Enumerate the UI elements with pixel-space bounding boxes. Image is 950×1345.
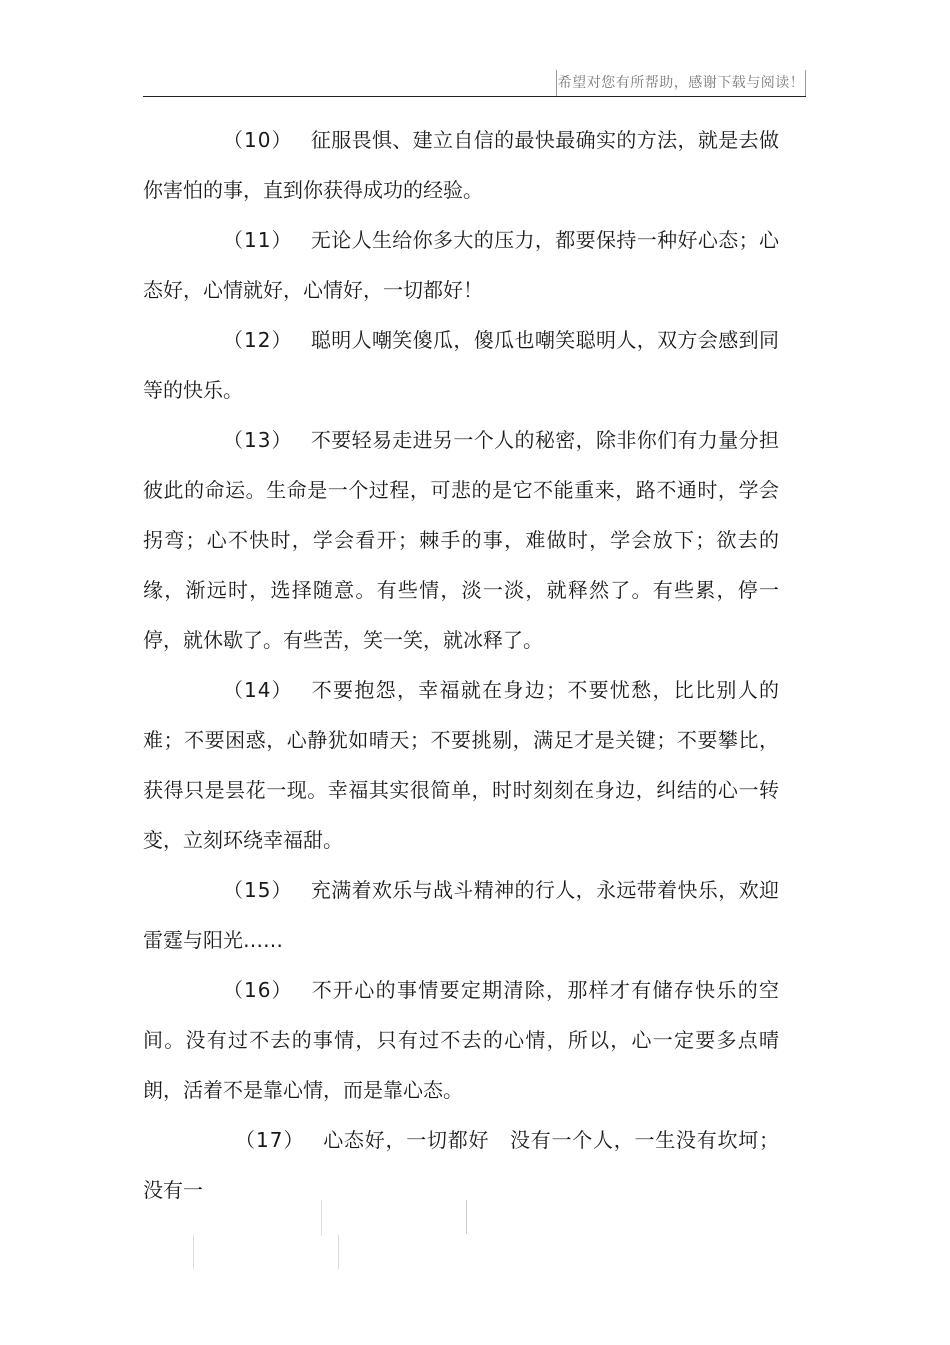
header-slogan: 希望对您有所帮助，感谢下载与阅读！	[557, 75, 805, 91]
scan-artifact-line	[321, 1200, 322, 1236]
scan-artifact-line	[193, 1235, 194, 1269]
paragraph-10	[143, 115, 779, 215]
paragraph-16	[143, 965, 779, 1115]
paragraph-number: （13）	[223, 428, 293, 452]
paragraph-number: （11）	[223, 228, 293, 252]
paragraph-text: 聪明人嘲笑傻瓜，傻瓜也嘲笑聪明人，双方会感到同等的快乐。	[143, 328, 779, 402]
paragraph-14	[143, 665, 779, 865]
paragraph-11	[143, 215, 779, 315]
paragraph-number: （10）	[223, 128, 293, 152]
paragraph-text: 心态好，一切都好 没有一个人，一生没有坎坷；没有一	[143, 1128, 779, 1202]
paragraph-number: （17）	[235, 1128, 305, 1152]
paragraph-12	[143, 315, 779, 415]
header-slogan-box	[556, 70, 806, 96]
header-rule	[143, 96, 806, 97]
paragraph-number: （16）	[223, 978, 293, 1002]
paragraph-17	[143, 1115, 779, 1215]
paragraph-text: 不开心的事情要定期清除，那样才有储存快乐的空间。没有过不去的事情，只有过不去的心情，所以，心一定要多点晴朗，活着不是靠心情，而是靠心态。	[143, 978, 779, 1102]
paragraph-text: 充满着欢乐与战斗精神的行人，永远带着快乐，欢迎雷霆与阳光……	[143, 878, 779, 952]
paragraph-text: 无论人生给你多大的压力，都要保持一种好心态；心态好，心情就好，心情好，一切都好！	[143, 228, 779, 302]
document-body	[143, 115, 779, 1215]
paragraph-number: （14）	[223, 678, 293, 702]
paragraph-text: 不要抱怨，幸福就在身边；不要忧愁，比比别人的难；不要困惑，心静犹如晴天；不要挑剔，满足才是关键；不要攀比，获得只是昙花一现。幸福其实很简单，时时刻刻在身边，纠结的心一转变，立刻环绕幸福甜。	[143, 678, 779, 852]
scan-artifact-line	[338, 1235, 339, 1269]
paragraph-text: 不要轻易走进另一个人的秘密，除非你们有力量分担彼此的命运。生命是一个过程，可悲的是它不能重来，路不通时，学会拐弯；心不快时，学会看开；棘手的事，难做时，学会放下；欲去的缘，渐远时，选择随意。有些情，淡一淡，就释然了。有些累，停一停，就休歇了。有些苦，笑一笑，就冰释了。	[143, 428, 779, 652]
scan-artifact-line	[466, 1200, 467, 1234]
paragraph-13	[143, 415, 779, 665]
paragraph-text: 征服畏惧、建立自信的最快最确实的方法，就是去做你害怕的事，直到你获得成功的经验。	[143, 128, 779, 202]
paragraph-15	[143, 865, 779, 965]
paragraph-number: （15）	[223, 878, 293, 902]
paragraph-number: （12）	[223, 328, 293, 352]
